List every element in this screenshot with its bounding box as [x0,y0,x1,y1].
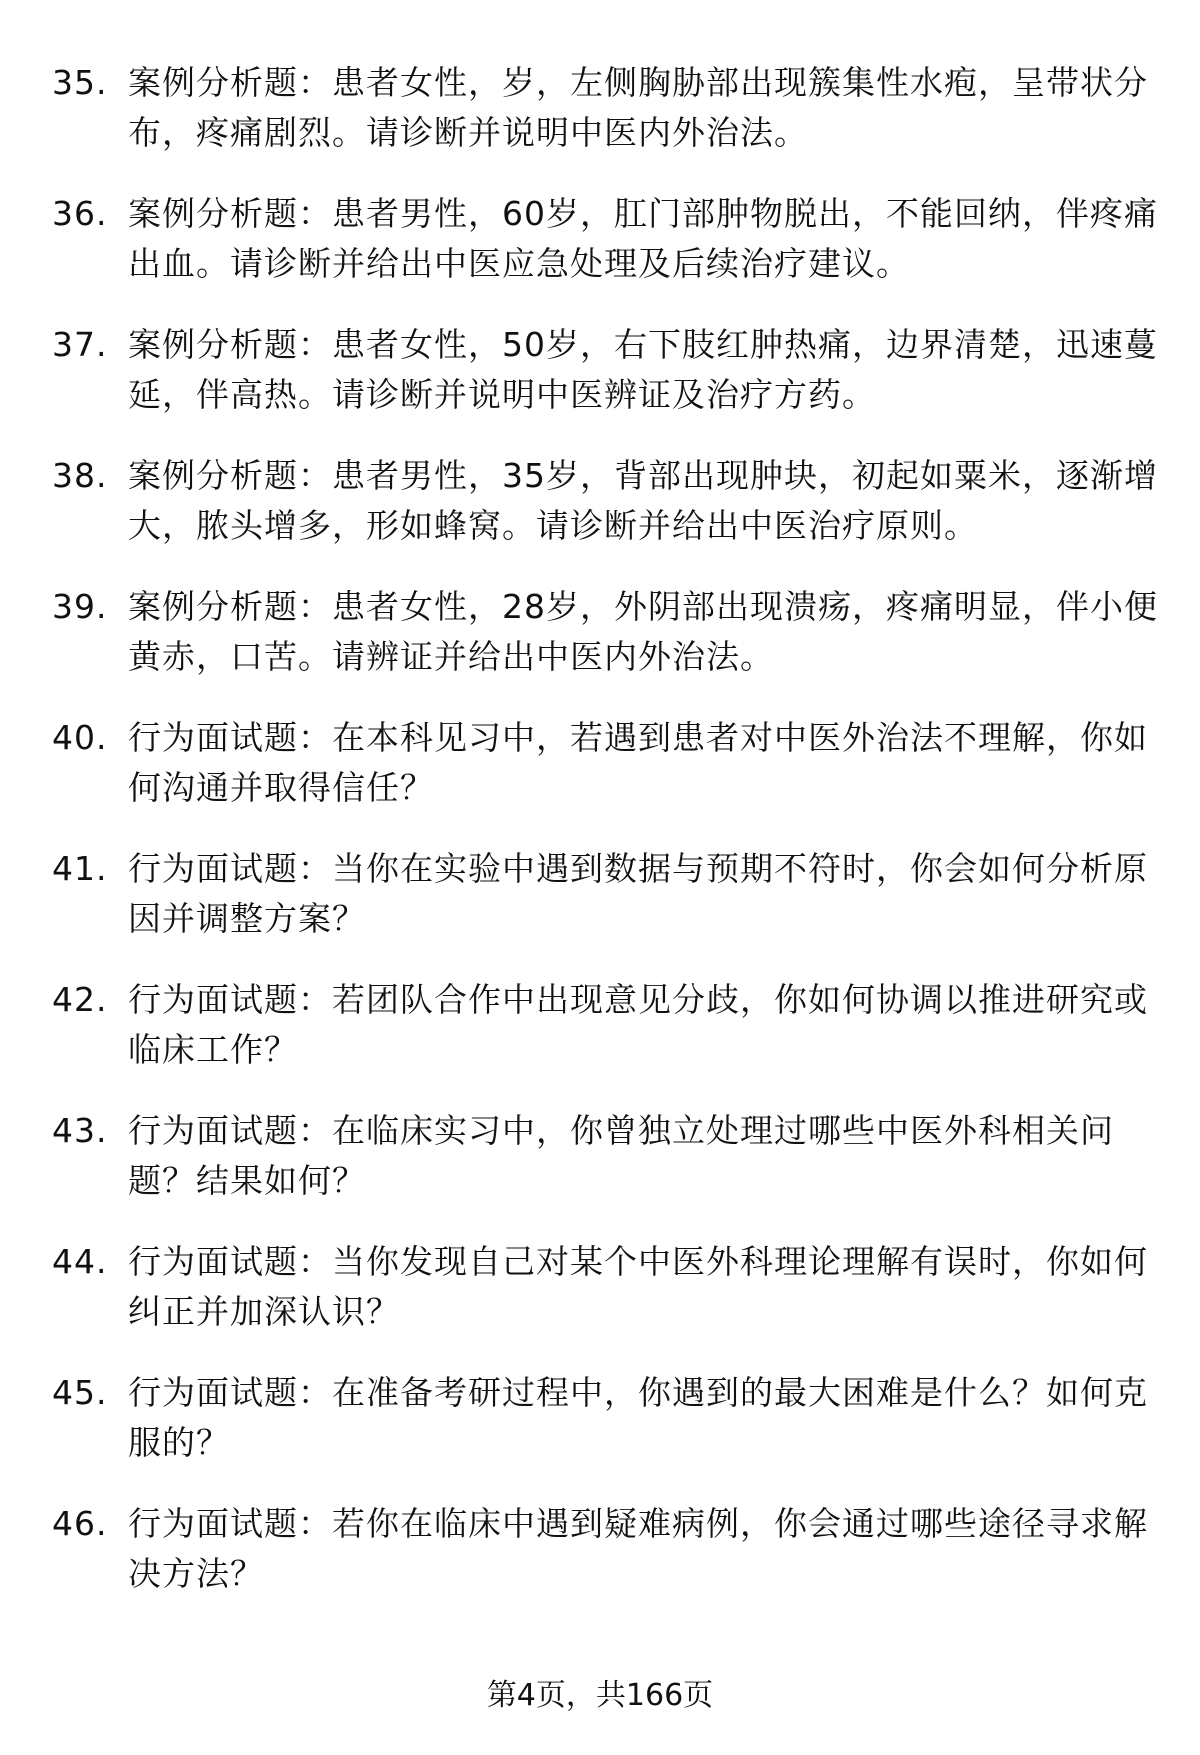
question-text: 案例分析题：患者女性，50岁，右下肢红肿热痛，边界清楚，迅速蔓延，伴高热。请诊断并说明中医辨证及治疗方药。 [128,325,1158,414]
question-item [52,1499,1162,1599]
question-number: 35. [52,63,108,102]
question-number: 38. [52,456,108,495]
question-text: 案例分析题：患者男性，35岁，背部出现肿块，初起如粟米，逐渐增大，脓头增多，形如蜂窝。请诊断并给出中医治疗原则。 [128,456,1158,545]
question-text: 案例分析题：患者男性，60岁，肛门部肿物脱出，不能回纳，伴疼痛出血。请诊断并给出中医应急处理及后续治疗建议。 [128,194,1158,283]
question-number: 43. [52,1111,108,1150]
question-number: 39. [52,587,108,626]
question-item [52,975,1162,1075]
question-item [52,844,1162,944]
question-text: 行为面试题：在准备考研过程中，你遇到的最大困难是什么？如何克服的？ [128,1373,1148,1462]
question-text: 行为面试题：当你在实验中遇到数据与预期不符时，你会如何分析原因并调整方案？ [128,849,1148,938]
question-text: 行为面试题：当你发现自己对某个中医外科理论理解有误时，你如何纠正并加深认识？ [128,1242,1148,1331]
question-item [52,713,1162,813]
question-text: 行为面试题：若团队合作中出现意见分歧，你如何协调以推进研究或临床工作？ [128,980,1148,1069]
question-item [52,451,1162,551]
question-number: 41. [52,849,108,888]
question-text: 案例分析题：患者女性，28岁，外阴部出现溃疡，疼痛明显，伴小便黄赤，口苦。请辨证并给出中医内外治法。 [128,587,1158,676]
question-number: 36. [52,194,108,233]
question-number: 44. [52,1242,108,1281]
question-text: 行为面试题：在本科见习中，若遇到患者对中医外治法不理解，你如何沟通并取得信任？ [128,718,1148,807]
question-text: 行为面试题：若你在临床中遇到疑难病例，你会通过哪些途径寻求解决方法？ [128,1504,1148,1593]
question-item [52,320,1162,420]
question-item [52,189,1162,289]
question-item [52,582,1162,682]
question-number: 46. [52,1504,108,1543]
question-item [52,1237,1162,1337]
question-number: 42. [52,980,108,1019]
question-number: 40. [52,718,108,757]
page-footer [0,1676,1200,1716]
question-number: 37. [52,325,108,364]
question-item [52,1368,1162,1468]
question-list [52,58,1162,1630]
question-item [52,58,1162,158]
page-number-label: 第4页，共166页 [486,1678,714,1713]
question-item [52,1106,1162,1206]
question-text: 行为面试题：在临床实习中，你曾独立处理过哪些中医外科相关问题？结果如何？ [128,1111,1114,1200]
question-number: 45. [52,1373,108,1412]
question-text: 案例分析题：患者女性，岁，左侧胸胁部出现簇集性水疱，呈带状分布，疼痛剧烈。请诊断并说明中医内外治法。 [128,63,1148,152]
